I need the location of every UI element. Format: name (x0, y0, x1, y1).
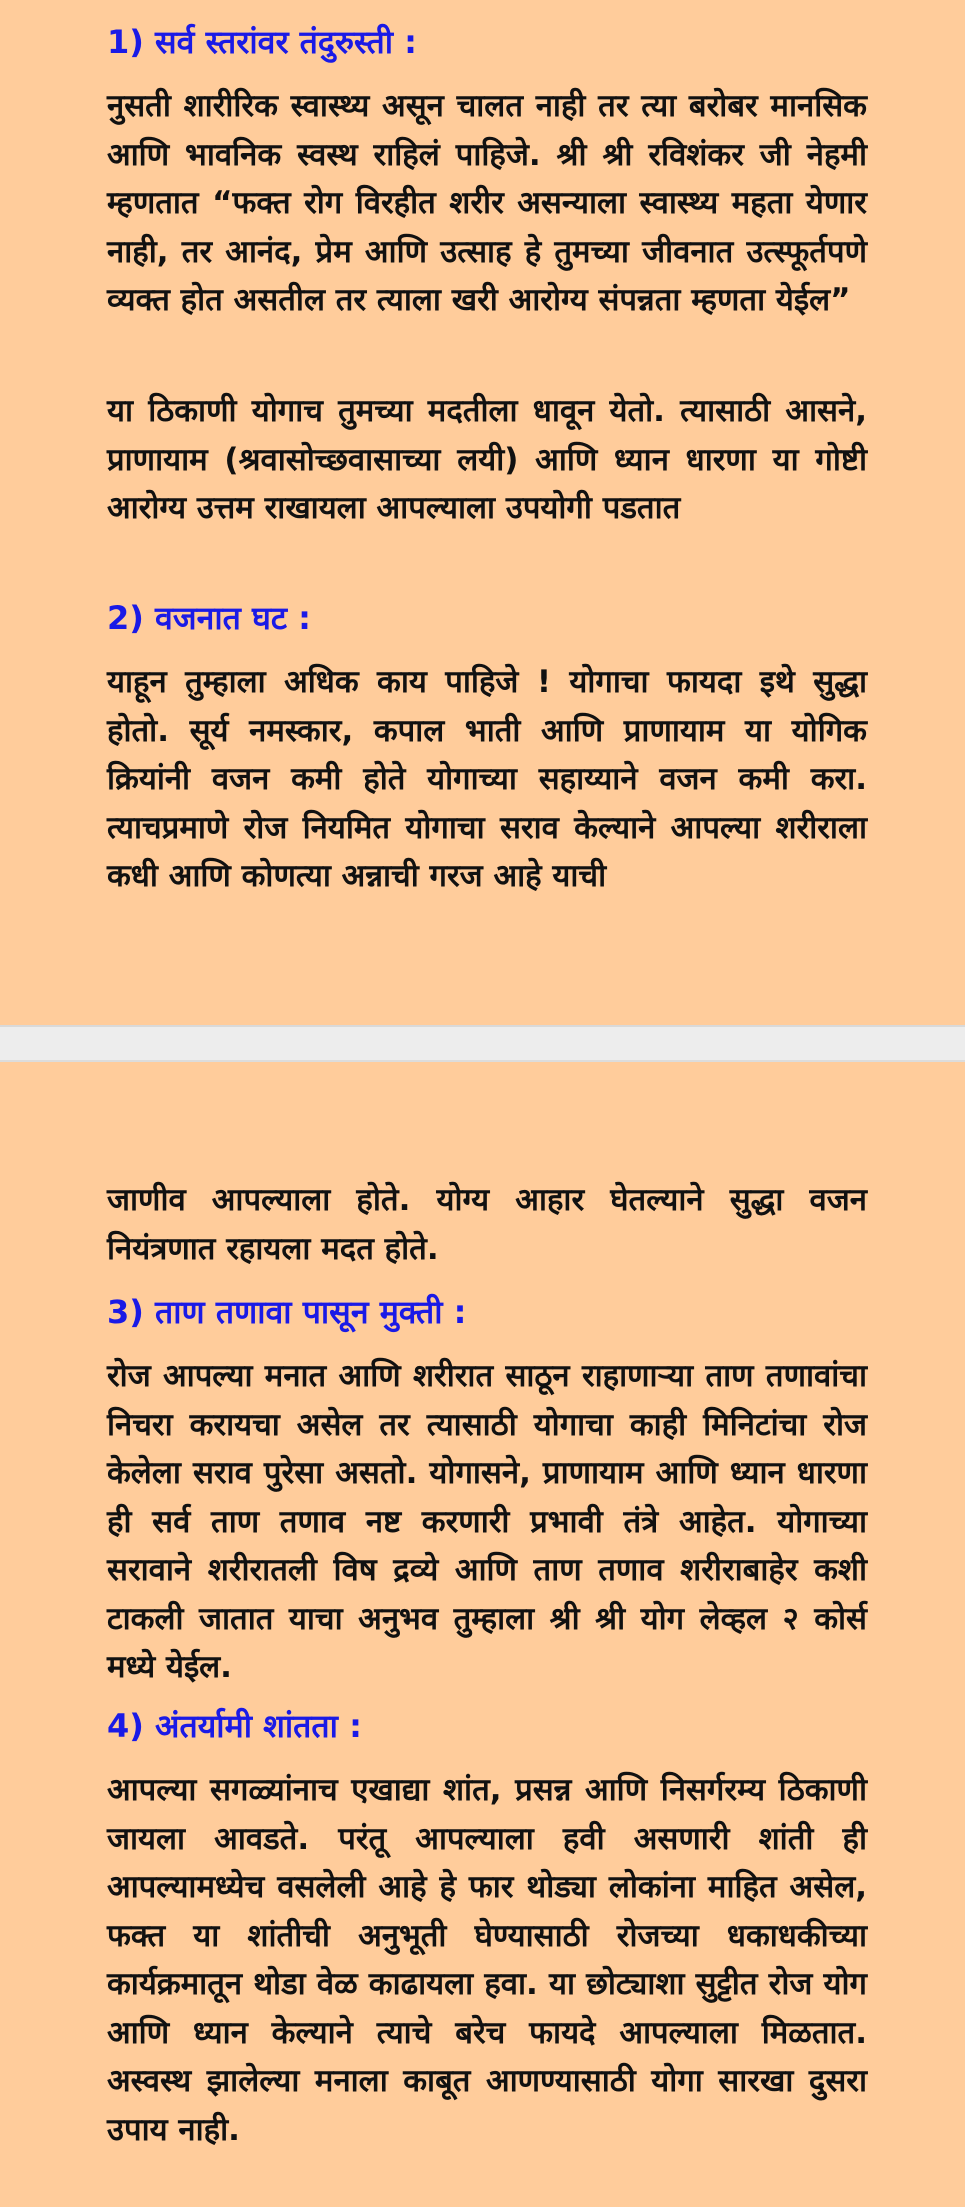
section-4-heading: 4) अंतर्यामी शांतता : (107, 1707, 362, 1745)
page-separator (0, 1025, 965, 1062)
section-2-heading: 2) वजनात घट : (107, 599, 311, 637)
section-4-paragraph-1: आपल्या सगळ्यांनाच एखाद्या शांत, प्रसन्न आणि निसर्गरम्य ठिकाणी जायला आवडते. परंतू आपल्याला हवी असणारी शांती ही आपल्यामध्येच वसलेली आहे हे फार थोड्या लोकांना माहित असेल, फक्त या शांतीची अनुभूती घेण्यासाठी रोजच्या धकाधकीच्या कार्यक्रमातून थोडा वेळ काढायला हवा. या छोट्याशा सुट्टीत रोज योग आणि ध्यान केल्याने त्याचे बरेच फायदे आपल्याला मिळतात. अस्वस्थ झालेल्या मनाला काबूत आणण्यासाठी योगा सारखा दुसरा उपाय नाही. (107, 1772, 867, 2148)
section-2-paragraph-continued: जाणीव आपल्याला होते. योग्य आहार घेतल्याने सुद्धा वजन नियंत्रणात रहायला मदत होते. (107, 1182, 867, 1267)
section-1-heading: 1) सर्व स्तरांवर तंदुरुस्ती : (107, 23, 417, 61)
section-3-heading: 3) ताण तणावा पासून मुक्ती : (107, 1293, 467, 1331)
section-1-paragraph-1: नुसती शारीरिक स्वास्थ्य असून चालत नाही तर त्या बरोबर मानसिक आणि भावनिक स्वस्थ राहिलं पाहिजे. श्री श्री रविशंकर जी नेहमी म्हणतात “फक्त रोग विरहीत शरीर असन्याला स्वास्थ्य महता येणार नाही, तर आनंद, प्रेम आणि उत्साह हे तुमच्या जीवनात उत्स्फूर्तपणे व्यक्त होत असतील तर त्याला खरी आरोग्य संपन्नता म्हणता येईल” (107, 88, 867, 318)
document-page-2 (0, 1062, 965, 2207)
section-1-paragraph-2: या ठिकाणी योगाच तुमच्या मदतीला धावून येतो. त्यासाठी आसने, प्राणायाम (श्रवासोच्छवासाच्या लयी) आणि ध्यान धारणा या गोष्टी आरोग्य उत्तम राखायला आपल्याला उपयोगी पडतात (107, 393, 867, 526)
section-3-paragraph-1: रोज आपल्या मनात आणि शरीरात साठून राहाणाऱ्या ताण तणावांचा निचरा करायचा असेल तर त्यासाठी योगाचा काही मिनिटांचा रोज केलेला सराव पुरेसा असतो. योगासने, प्राणायाम आणि ध्यान धारणा ही सर्व ताण तणाव नष्ट करणारी प्रभावी तंत्रे आहेत. योगाच्या सरावाने शरीरातली विष द्रव्ये आणि ताण तणाव शरीराबाहेर कशी टाकली जातात याचा अनुभव तुम्हाला श्री श्री योग लेव्हल २ कोर्स मध्ये येईल. (107, 1358, 867, 1685)
section-2-paragraph-1: याहून तुम्हाला अधिक काय पाहिजे ! योगाचा फायदा इथे सुद्धा होतो. सूर्य नमस्कार, कपाल भाती आणि प्राणायाम या योगिक क्रियांनी वजन कमी होते योगाच्या सहाय्याने वजन कमी करा. त्याचप्रमाणे रोज नियमित योगाचा सराव केल्याने आपल्या शरीराला कधी आणि कोणत्या अन्नाची गरज आहे याची (107, 664, 867, 894)
document-page-1 (0, 0, 965, 1025)
